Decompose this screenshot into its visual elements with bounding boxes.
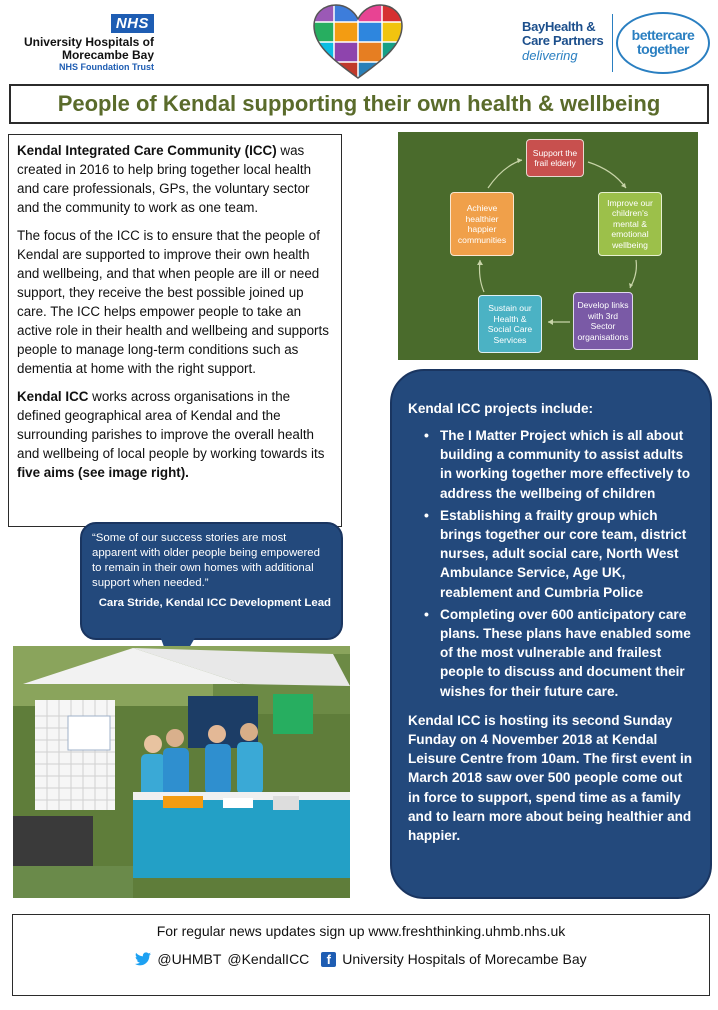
five-aims-diagram	[398, 132, 698, 360]
twitter-handle-kendalicc[interactable]: @KendalICC	[227, 951, 310, 967]
facebook-icon: f	[321, 952, 336, 967]
bay-health-line3: delivering	[522, 48, 578, 63]
twitter-icon	[135, 952, 151, 966]
project-item-care-plans	[424, 605, 696, 701]
project-3-name: anticipatory care plans	[440, 606, 687, 642]
title-banner	[9, 84, 709, 124]
puzzle-heart-logo	[310, 2, 406, 82]
bay-health-line2: Care Partners	[522, 33, 604, 48]
facebook-page-name[interactable]: University Hospitals of Morecambe Bay	[342, 951, 587, 967]
project-item-frailty-group	[424, 506, 696, 602]
nhs-logo	[14, 14, 154, 74]
sunday-funday-text: is hosting its second Sunday Funday on 4 November 2018 at Kendal Leisure Centre from 10am. The first event in March 2018 saw over 500 people come out in force to support, spend time as a family and to learn more about being healthier and happier.	[408, 712, 693, 844]
project-1-name: I Matter Project	[467, 428, 567, 443]
sunday-funday-paragraph	[408, 711, 696, 845]
projects-panel	[390, 369, 712, 899]
news-signup-text: For regular news updates sign up www.freshthinking.uhmb.nhs.uk	[156, 923, 566, 939]
intro-paragraph-3	[17, 387, 333, 482]
nhs-trust-name-line2: Morecambe Bay	[61, 48, 154, 62]
event-photo-illustration	[13, 646, 350, 898]
project-3-text: . These plans have enabled some of the most vulnerable and frailest people to discuss and document their wishes for their future care.	[440, 626, 691, 699]
aim-third-sector-links: Develop links with 3rd Sector organisations	[573, 292, 633, 350]
quote-author: Cara Stride, Kendal ICC Development Lead	[98, 597, 331, 609]
footer-box	[12, 914, 710, 996]
projects-list	[408, 426, 696, 701]
sunday-funday-org: Kendal ICC	[408, 712, 481, 728]
event-photo	[13, 646, 350, 898]
better-care-together-logo	[616, 12, 710, 74]
five-aims-ref: five aims (see image right).	[17, 465, 189, 480]
twitter-handle-uhmbt[interactable]: @UHMBT	[157, 951, 222, 967]
better-care-line1: bettercare	[631, 27, 695, 43]
better-care-line2: together	[637, 41, 689, 57]
social-links	[13, 951, 709, 967]
icc-name: Kendal Integrated Care Community (ICC)	[17, 143, 277, 158]
quote-text: “Some of our success stories are most apparent with older people being empowered to remain in their own homes with additional support when needed.”	[92, 532, 320, 589]
icc-short-name: Kendal ICC	[17, 389, 89, 404]
project-1-text: which is all about building a community to assist adults in working together more effectively to address the wellbeing of children	[440, 428, 691, 501]
intro-p1-text: was created in 2016 to help bring together local health and care professionals, GPs, the voluntary sector and the community to work as one team.	[17, 143, 312, 215]
project-2-text: which brings together our core team, district nurses, adult social care, North West Ambulance Service, Age UK, reablement and Cumbria Police	[440, 507, 687, 600]
projects-heading: Kendal ICC projects include:	[408, 401, 594, 416]
project-1-prefix: The	[440, 428, 468, 443]
quote-bubble	[80, 522, 343, 640]
intro-p3-text: works across organisations in the defined geographical area of Kendal and the surrounding parishes to improve the overall health and wellbeing of local people by working towards its	[17, 389, 325, 461]
intro-paragraph-2: The focus of the ICC is to ensure that the people of Kendal are supported to improve their own health and wellbeing, and that when people are ill or need support, they receive the best possible joined up care. The ICC helps empower people to take an active role in their health and wellbeing and supports people to manage long-term conditions such as dementia at home with the right support.	[17, 228, 329, 376]
bay-health-line1: BayHealth &	[522, 19, 596, 34]
bay-health-text	[522, 20, 606, 63]
project-2-name: frailty group	[535, 507, 616, 523]
project-item-i-matter	[424, 426, 696, 503]
page-title: People of Kendal supporting their own health & wellbeing	[57, 91, 661, 116]
logo-divider	[612, 14, 613, 72]
nhs-trust-name-line3: NHS Foundation Trust	[59, 62, 154, 72]
nhs-badge: NHS	[111, 14, 154, 33]
aim-support-frail-elderly: Support the frail elderly	[526, 139, 584, 177]
intro-paragraph-1	[17, 141, 333, 217]
nhs-trust-name-line1: University Hospitals of	[23, 35, 154, 49]
aim-sustain-services: Sustain our Health & Social Care Services	[478, 295, 542, 353]
project-3-prefix: Completing over 600	[440, 606, 578, 622]
aim-healthier-communities: Achieve healthier happier communities	[450, 192, 514, 256]
project-2-prefix: Establishing a	[440, 507, 536, 523]
bay-health-logo	[522, 12, 712, 78]
intro-text-box	[8, 134, 342, 527]
aim-children-wellbeing: Improve our children's mental & emotional wellbeing	[598, 192, 662, 256]
